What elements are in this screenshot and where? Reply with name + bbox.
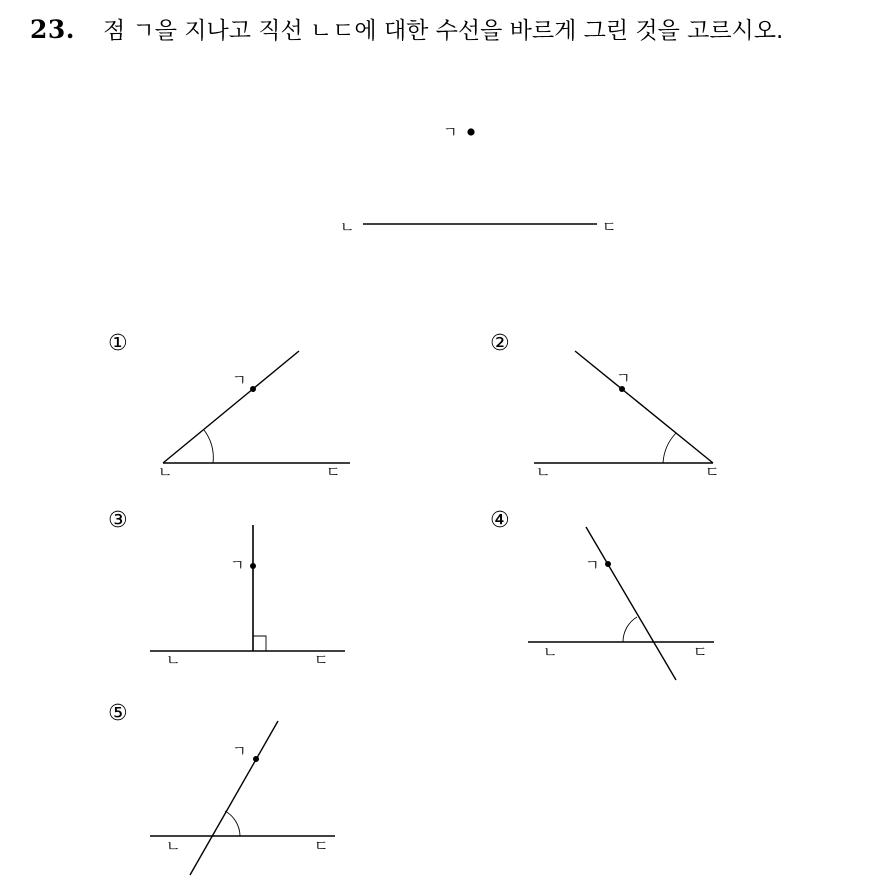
choice-5-point: [253, 756, 259, 762]
choice-1-end-label: ㄷ: [326, 463, 341, 481]
choice-5-point-label: ㄱ: [232, 742, 247, 760]
choice-3-start-label: ㄴ: [166, 651, 181, 669]
choice-2-angle-arc: [663, 433, 676, 463]
choice-4-start-label: ㄴ: [543, 643, 558, 661]
choice-1-marker: ①: [108, 331, 128, 356]
choice-4-point-label: ㄱ: [585, 556, 600, 574]
choice-5-end-label: ㄷ: [314, 837, 329, 855]
choice-1[interactable]: [108, 331, 350, 481]
choice-5[interactable]: [108, 701, 335, 875]
choice-3-end-label: ㄷ: [314, 651, 329, 669]
choice-2[interactable]: [490, 331, 720, 481]
given-line-start-label: ㄴ: [340, 218, 355, 236]
choice-4[interactable]: [490, 508, 714, 680]
choice-1-angle-arc: [204, 430, 213, 463]
choice-2-slanted-line: [575, 351, 713, 463]
given-figure: [340, 123, 617, 236]
choice-4-point: [605, 561, 611, 567]
choice-3[interactable]: [108, 508, 345, 669]
choice-5-start-label: ㄴ: [166, 837, 181, 855]
choice-3-point: [250, 563, 256, 569]
choice-2-end-label: ㄷ: [705, 463, 720, 481]
choice-4-marker: ④: [490, 508, 510, 533]
choice-4-end-label: ㄷ: [693, 643, 708, 661]
choice-4-angle-arc: [623, 617, 637, 642]
choice-5-marker: ⑤: [108, 701, 128, 726]
choice-5-angle-arc: [225, 811, 240, 836]
choice-2-marker: ②: [490, 331, 510, 356]
given-point-label: ㄱ: [443, 123, 458, 141]
choice-1-start-label: ㄴ: [158, 463, 173, 481]
choice-2-point-label: ㄱ: [616, 369, 631, 387]
choice-3-right-angle-mark: [253, 636, 266, 651]
choice-4-slanted-line: [586, 527, 676, 680]
question-number: 23.: [30, 15, 75, 44]
choice-3-point-label: ㄱ: [230, 556, 245, 574]
given-point: [467, 128, 474, 135]
choice-1-slanted-line: [163, 351, 299, 463]
choice-3-marker: ③: [108, 508, 128, 533]
question-text: 점 ㄱ을 지나고 직선 ㄴㄷ에 대한 수선을 바르게 그린 것을 고르시오.: [103, 18, 784, 44]
choice-1-point: [250, 386, 256, 392]
given-line-end-label: ㄷ: [602, 218, 617, 236]
choice-1-point-label: ㄱ: [232, 371, 247, 389]
choice-2-start-label: ㄴ: [536, 463, 551, 481]
